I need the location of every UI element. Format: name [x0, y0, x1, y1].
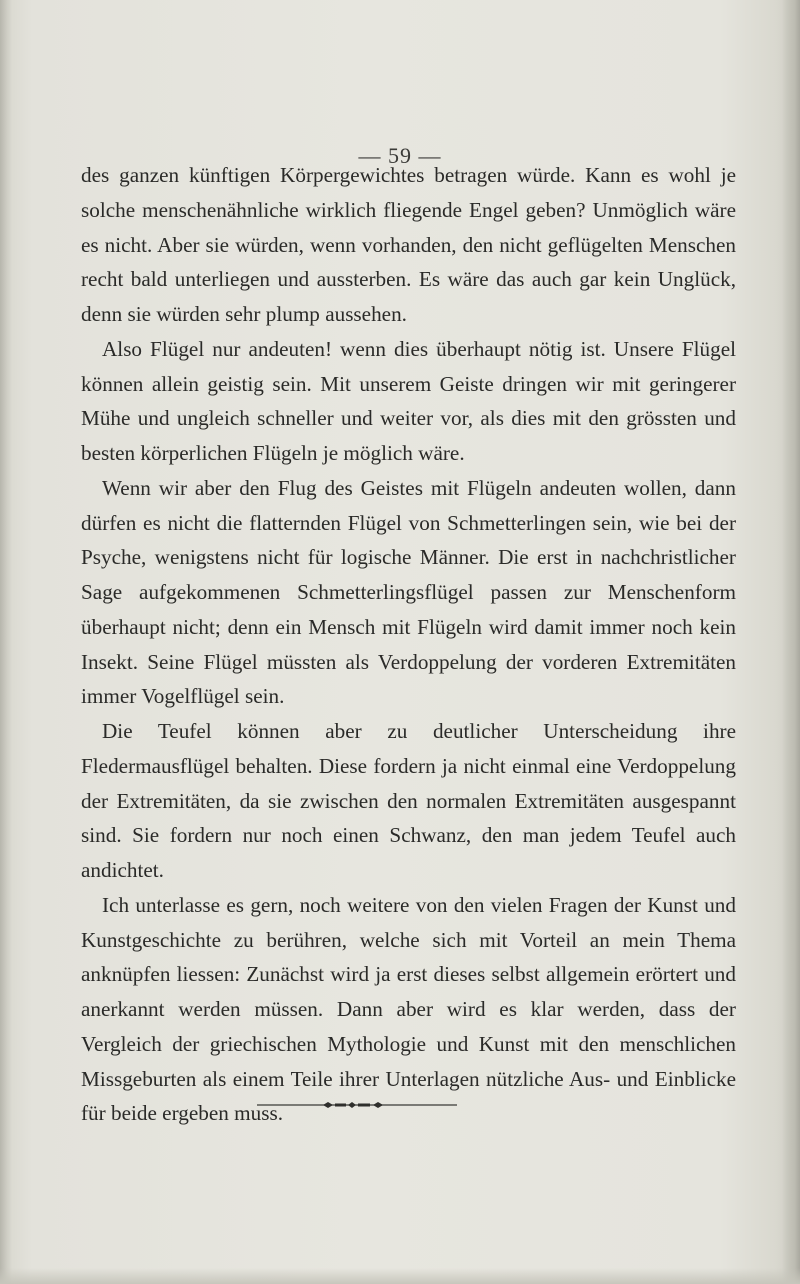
page-bottom-edge	[0, 1268, 800, 1284]
paragraph-3: Wenn wir aber den Flug des Geistes mit Flügeln andeuten wollen, dann dürfen es nicht die flatternden Flügel von Schmetterlingen sein, wie bei der Psyche, wenigstens nicht für logische Männer. Die erst in nachchristlicher Sage aufgekommenen Schmetterlingsflügel passen zur Menschenform überhaupt nicht; denn ein Mensch mit Flügeln wird damit immer noch kein Insekt. Seine Flügel müssten als Verdoppelung der vorderen Extremitäten immer Vogelflügel sein.	[81, 475, 736, 709]
paragraph-2: Also Flügel nur andeuten! wenn dies überhaupt nötig ist. Unsere Flügel können allein geistig sein. Mit unserem Geiste dringen wir mit geringerer Mühe und ungleich schneller und weiter vor, als dies mit den grössten und besten körperlichen Flügeln je möglich wäre.	[81, 336, 736, 465]
page-number: — 59 —	[358, 143, 442, 168]
body-text	[81, 158, 736, 1131]
page-right-edge	[782, 0, 800, 1284]
paragraph-1: des ganzen künftigen Körpergewichtes betragen würde. Kann es wohl je solche menschenähnliche wirklich fliegende Engel geben? Unmöglich wäre es nicht. Aber sie würden, wenn vorhanden, den nicht geflügelten Menschen recht bald unterliegen und aussterben. Es wäre das auch gar kein Unglück, denn sie würden sehr plump aussehen.	[81, 163, 736, 326]
paragraph-5: Ich unterlasse es gern, noch weitere von den vielen Fragen der Kunst und Kunstgeschichte zu berühren, welche sich mit Vorteil an mein Thema anknüpfen liessen: Zunächst wird ja erst dieses selbst allgemein erörtert und anerkannt werden müssen. Dann aber wird es klar werden, dass der Vergleich der griechischen Mythologie und Kunst mit den menschlichen Missgeburten als einem Teile ihrer Unterlagen nützliche Aus- und Einblicke für beide ergeben muss.	[81, 892, 736, 1126]
end-of-chapter-rule-icon	[257, 1099, 457, 1111]
paragraph-4: Die Teufel können aber zu deutlicher Unterscheidung ihre Fledermausflügel behalten. Diese fordern ja nicht einmal eine Verdoppelung der Extremitäten, da sie zwischen den normalen Extremitäten ausgespannt sind. Sie fordern nur noch einen Schwanz, den man jedem Teufel auch andichtet.	[81, 719, 736, 882]
page-left-edge	[0, 0, 12, 1284]
